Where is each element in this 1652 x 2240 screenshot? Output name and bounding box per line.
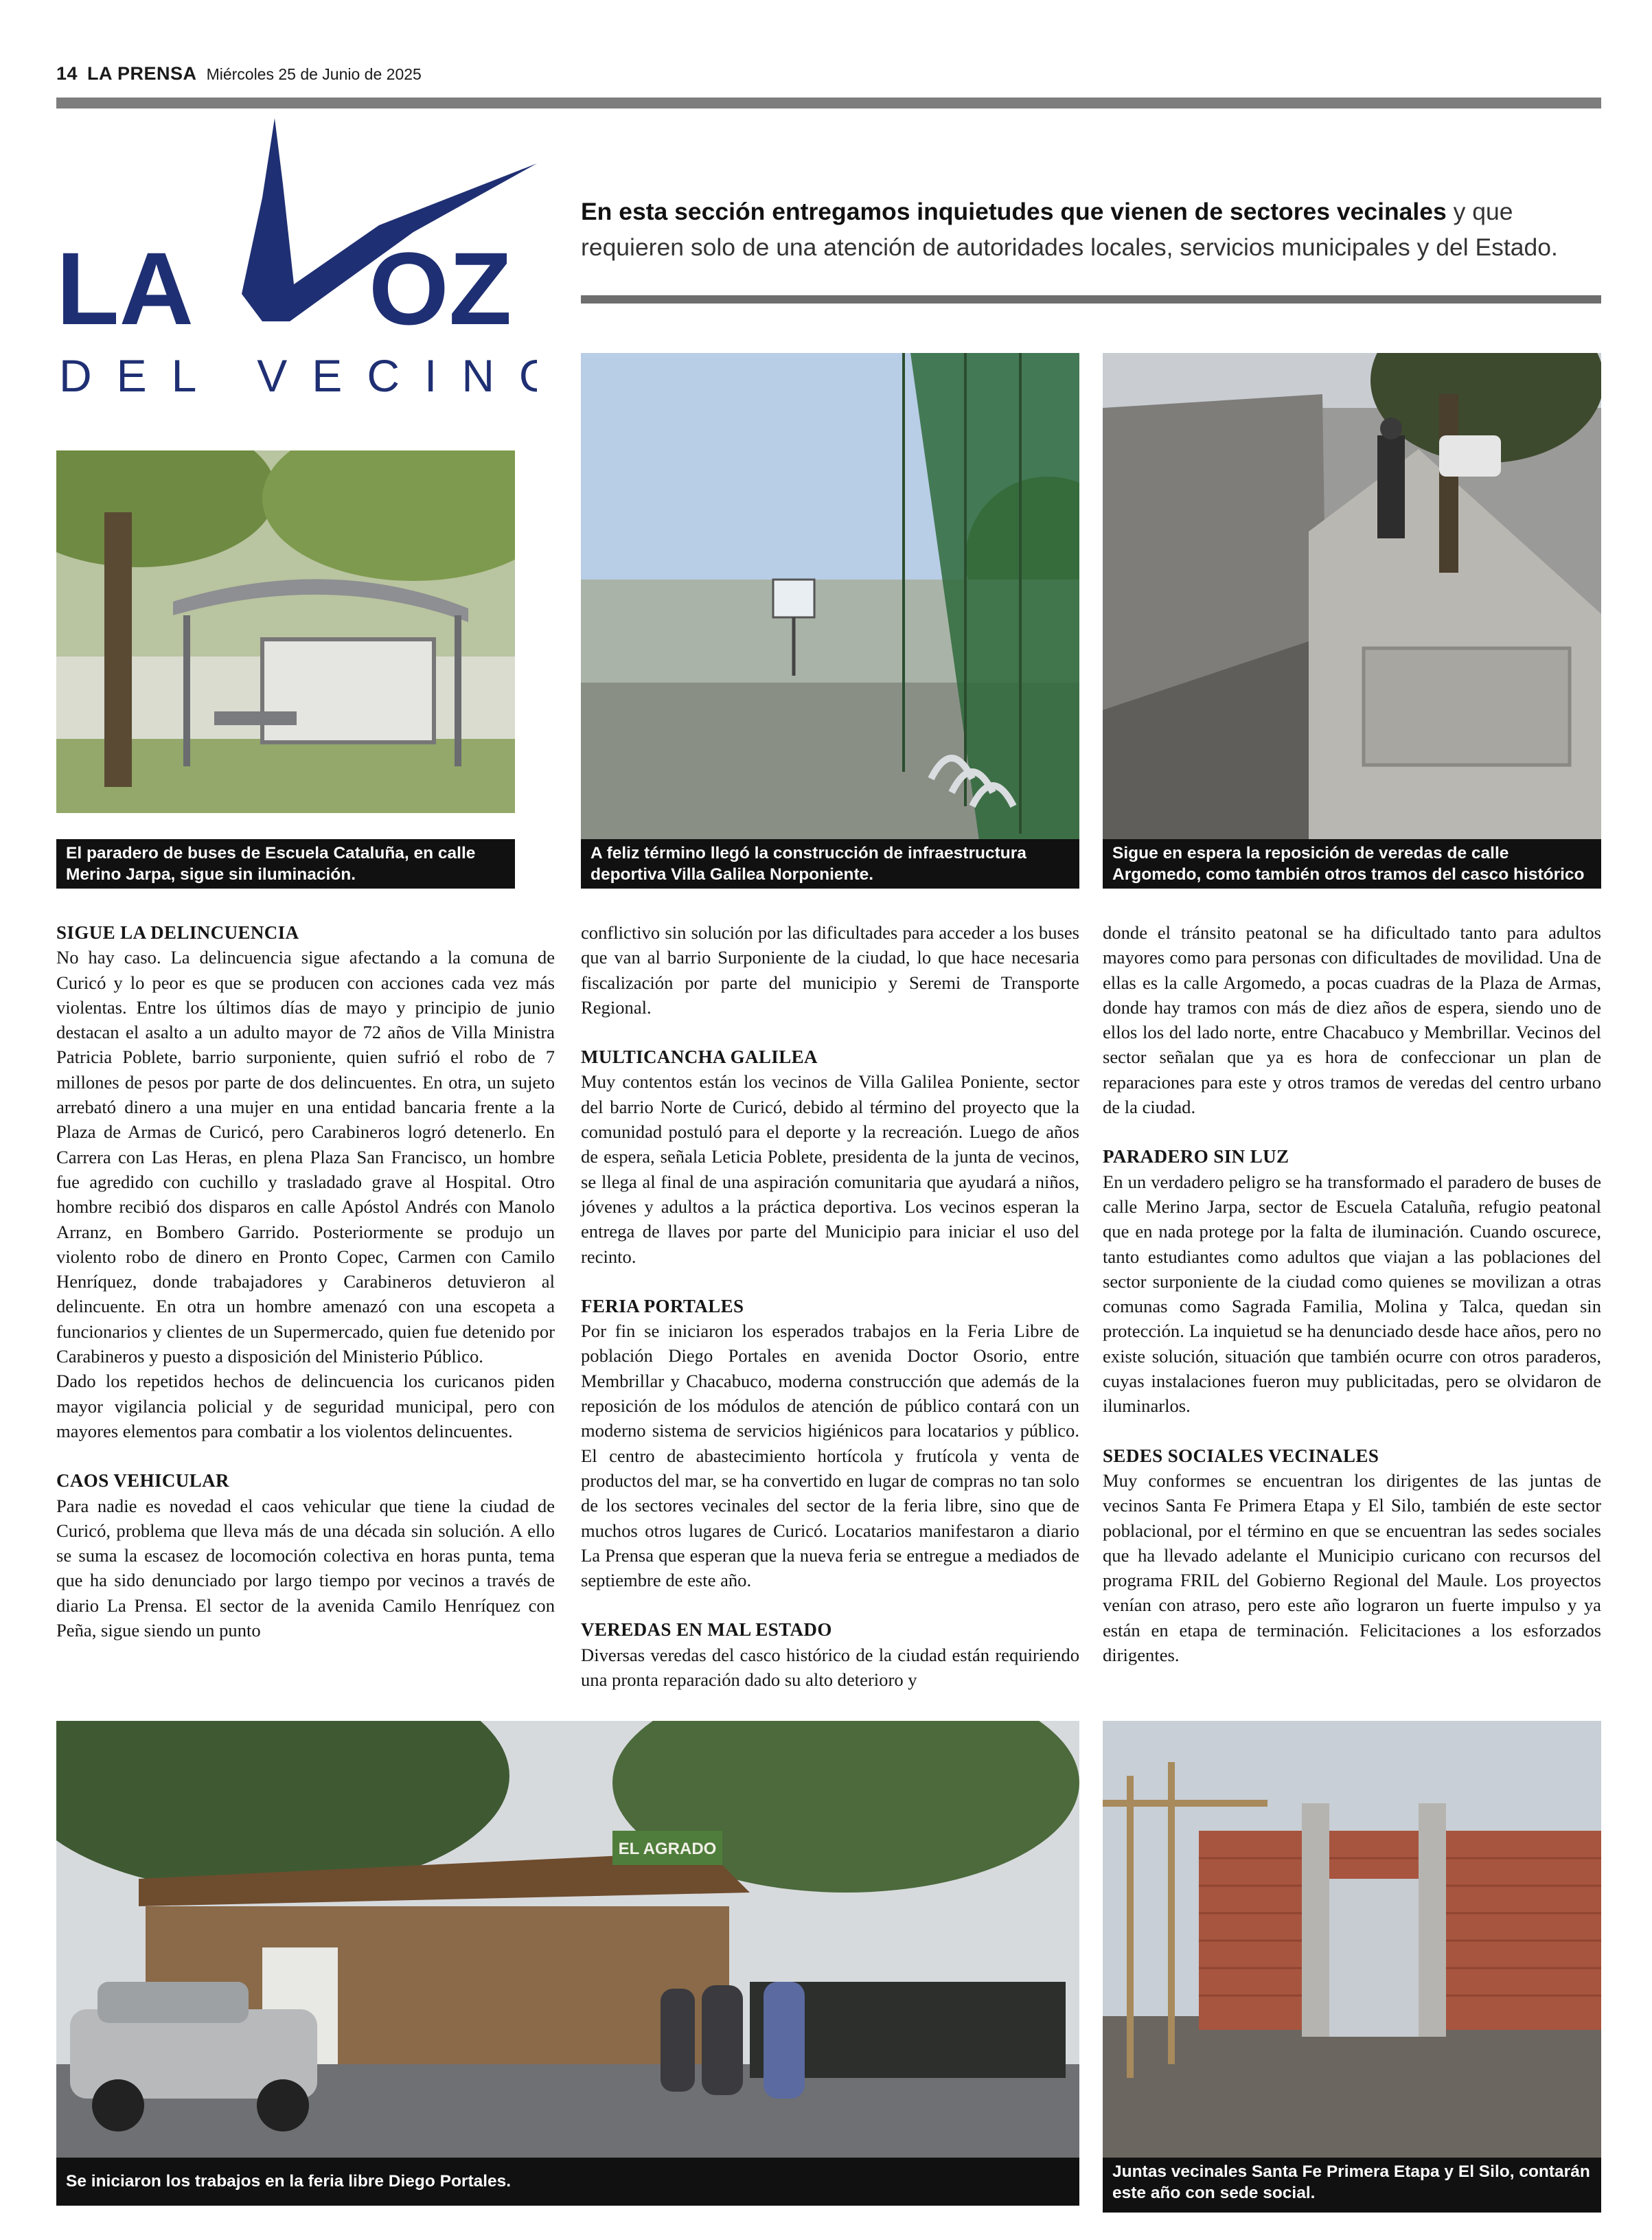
heading-caos-vehicular: CAOS VEHICULAR bbox=[56, 1470, 229, 1492]
sidewalk-caption: Sigue en espera la reposición de veredas de calle Argomedo, como también otros tramos del casco histórico de Curicó. bbox=[1103, 839, 1601, 889]
intro-rest: y que requieren solo de una atención de autoridades locales, servicios municipales y del Estado. bbox=[581, 198, 1558, 261]
bus-stop-caption: El paradero de buses de Escuela Cataluña, en calle Merino Jarpa, sigue sin iluminación. bbox=[56, 839, 515, 889]
feria-paragraph-1: Por fin se iniciaron los esperados trabajos en la Feria Libre de población Diego Portales en avenida Doctor Osorio, entre Membrillar y Chacabuco, moderna construcción que además de la reposición de los módulos de atención de público contará con un moderno sistema de servicios higiénicos para locatarios y público. El centro de abastecimiento hortícola y frutícola y venta de productos del mar, se ha convertido en lugar de compras no tan solo de los sectores vecinales del sector de la feria libre, sino que de muchos otros lugares de Curicó. Locatarios manifestaron a diario La Prensa que esperan que la nueva feria se entregue a mediados de septiembre de este año. bbox=[581, 1321, 1079, 1591]
construction-photo bbox=[1103, 1721, 1601, 2158]
sedes-paragraph-1: Muy conformes se encuentran los dirigentes de las juntas de vecinos Santa Fe Primera Etapa y El Silo, también de este sector poblacional, por el término en que se encuentran las sedes sociales que ha llevado adelante el Municipio curicano con recursos del programa FRIL del Gobierno Regional del Maule. Los proyectos venían con atraso, pero este año lograron un fuerte impulso y ya están en etapa de terminación. Felicitaciones a los esforzados dirigentes. bbox=[1103, 1470, 1601, 1666]
delincuencia-paragraph-1: No hay caso. La delincuencia sigue afectando a la comuna de Curicó y lo peor es que se producen con acciones cada vez más violentas. Entre los últimos días de mayo y principio de junio destacan el asalto a un adulto mayor de 72 años de Villa Ministra Patricia Poblete, barrio surponiente, quien sufrió el robo de 7 millones de pesos por parte de dos delincuentes. En otra, un sujeto arrebató dinero a una mujer en una entidad bancaria frente a la Plaza de Armas de Curicó, pero Carabineros logró detenerlo. En Carrera con Las Heras, en plena Plaza San Francisco, un hombre fue agredido con cuchillo y trasladado grave al Hospital. Otro hombre recibió dos disparos en calle Apóstol Andrés con Manolo Arranz, en Bombero Garrido. Posteriormente se produjo un violento robo de dinero en Pronto Copec, Carmen con Camilo Henríquez, donde trabajadores y Carabineros detuvieron al delincuente. En otra un hombre amenazó con una escopeta a funcionarios y clientes de un Supermercado, quien fue detenido por Carabineros y puesto a disposición del Ministerio Público. bbox=[56, 947, 555, 1367]
market-caption: Se iniciaron los trabajos en la feria libre Diego Portales. bbox=[56, 2158, 1079, 2206]
logo-text-del-vecino: DEL VECINO bbox=[59, 350, 537, 401]
intro-rule bbox=[581, 295, 1601, 304]
heading-sedes-sociales-vecinales: SEDES SOCIALES VECINALES bbox=[1103, 1445, 1379, 1466]
section-intro bbox=[581, 194, 1604, 265]
page-number: 14 bbox=[56, 63, 78, 84]
construction-caption: Juntas vecinales Santa Fe Primera Etapa y El Silo, contarán este año con sede social. bbox=[1103, 2158, 1601, 2213]
logo-text-la: LA bbox=[56, 231, 194, 346]
text-column-3 bbox=[1103, 920, 1601, 1667]
market-sign: EL AGRADO bbox=[618, 1840, 717, 1858]
caos-paragraph-1: Para nadie es novedad el caos vehicular que tiene la ciudad de Curicó, problema que lleva más de una década sin solución. A ello se suma la escasez de locomoción colectiva en horas punta, tema que ha sido denunciado por largo tiempo por vecinos a través de diario La Prensa. El sector de la avenida Camilo Henríquez con Peña, sigue siendo un punto bbox=[56, 1495, 555, 1641]
header-rule bbox=[56, 98, 1601, 108]
caos-paragraph-continued: conflictivo sin solución por las dificultades para acceder a los buses que van al barrio Surponiente de la ciudad, lo que hace necesaria fiscalización por parte del municipio y Seremi de Transporte Regional. bbox=[581, 922, 1079, 1018]
veredas-paragraph-continued: donde el tránsito peatonal se ha dificultado tanto para adultos mayores como para personas con dificultades de movilidad. Una de ellas es la calle Argomedo, a pocas cuadras de la Plaza de Armas, donde hay tramos con más de diez años de espera, siendo uno de ellos los del lado norte, entre Chacabuco y Membrillar. Vecinos del sector señalan que ya es hora de confeccionar un plan de reparaciones para este y otros tramos de veredas del centro urbano de la ciudad. bbox=[1103, 922, 1601, 1118]
veredas-paragraph-1: Diversas veredas del casco histórico de la ciudad están requiriendo una pronta reparación dado su alto deterioro y bbox=[581, 1644, 1079, 1691]
sports-court-caption: A feliz término llegó la construcción de infraestructura deportiva Villa Galilea Norponiente. bbox=[581, 839, 1079, 889]
section-logo bbox=[56, 115, 537, 404]
text-column-1 bbox=[56, 920, 555, 1643]
sports-court-photo bbox=[581, 353, 1079, 841]
heading-multicancha-galilea: MULTICANCHA GALILEA bbox=[581, 1047, 818, 1068]
text-column-2 bbox=[581, 920, 1079, 1692]
heading-paradero-sin-luz: PARADERO SIN LUZ bbox=[1103, 1146, 1289, 1167]
heading-sigue-la-delincuencia: SIGUE LA DELINCUENCIA bbox=[56, 922, 299, 943]
folio bbox=[56, 63, 422, 91]
logo-text-oz: OZ bbox=[369, 231, 512, 346]
intro-lead: En esta sección entregamos inquietudes que vienen de sectores vecinales bbox=[581, 198, 1447, 225]
logo-graphic bbox=[56, 115, 537, 404]
publication-name: LA PRENSA bbox=[87, 63, 197, 84]
heading-feria-portales: FERIA PORTALES bbox=[581, 1295, 744, 1316]
publication-date: Miércoles 25 de Junio de 2025 bbox=[206, 65, 422, 83]
delincuencia-paragraph-2: Dado los repetidos hechos de delincuencia los curicanos piden mayor vigilancia policial y de seguridad municipal, pero con mayores elementos para combatir a los violentos delincuentes. bbox=[56, 1371, 555, 1441]
bus-stop-photo bbox=[56, 450, 515, 813]
sidewalk-photo bbox=[1103, 353, 1601, 841]
multicancha-paragraph-1: Muy contentos están los vecinos de Villa Galilea Poniente, sector del barrio Norte de Curicó, debido al término del proyecto que la comunidad postuló para el deporte y la recreación. Luego de años de espera, señala Leticia Poblete, presidenta de la junta de vecinos, se llega al final de una aspiración comunitaria que ayudará a niños, jóvenes y adultos a la práctica deportiva. Los vecinos esperan la entrega de llaves por parte del Municipio para iniciar el uso del recinto. bbox=[581, 1071, 1079, 1267]
paradero-paragraph-1: En un verdadero peligro se ha transformado el paradero de buses de calle Merino Jarpa, sector de Escuela Cataluña, refugio peatonal que en nada protege por la falta de iluminación. Cuando oscurece, tanto estudiantes como adultos que viajan a las poblaciones del sector surponiente de la ciudad como quienes se movilizan a otras comunas como Sagrada Familia, Molina y Talca, quedan sin protección. La inquietud se ha denunciado desde hace años, pero no existe solución, situación que también ocurre con otros paraderos, cuyas instalaciones fueron muy publicitadas, pero se olvidaron de iluminarlos. bbox=[1103, 1171, 1601, 1417]
market-photo bbox=[56, 1721, 1079, 2158]
heading-veredas-en-mal-estado: VEREDAS EN MAL ESTADO bbox=[581, 1619, 832, 1641]
